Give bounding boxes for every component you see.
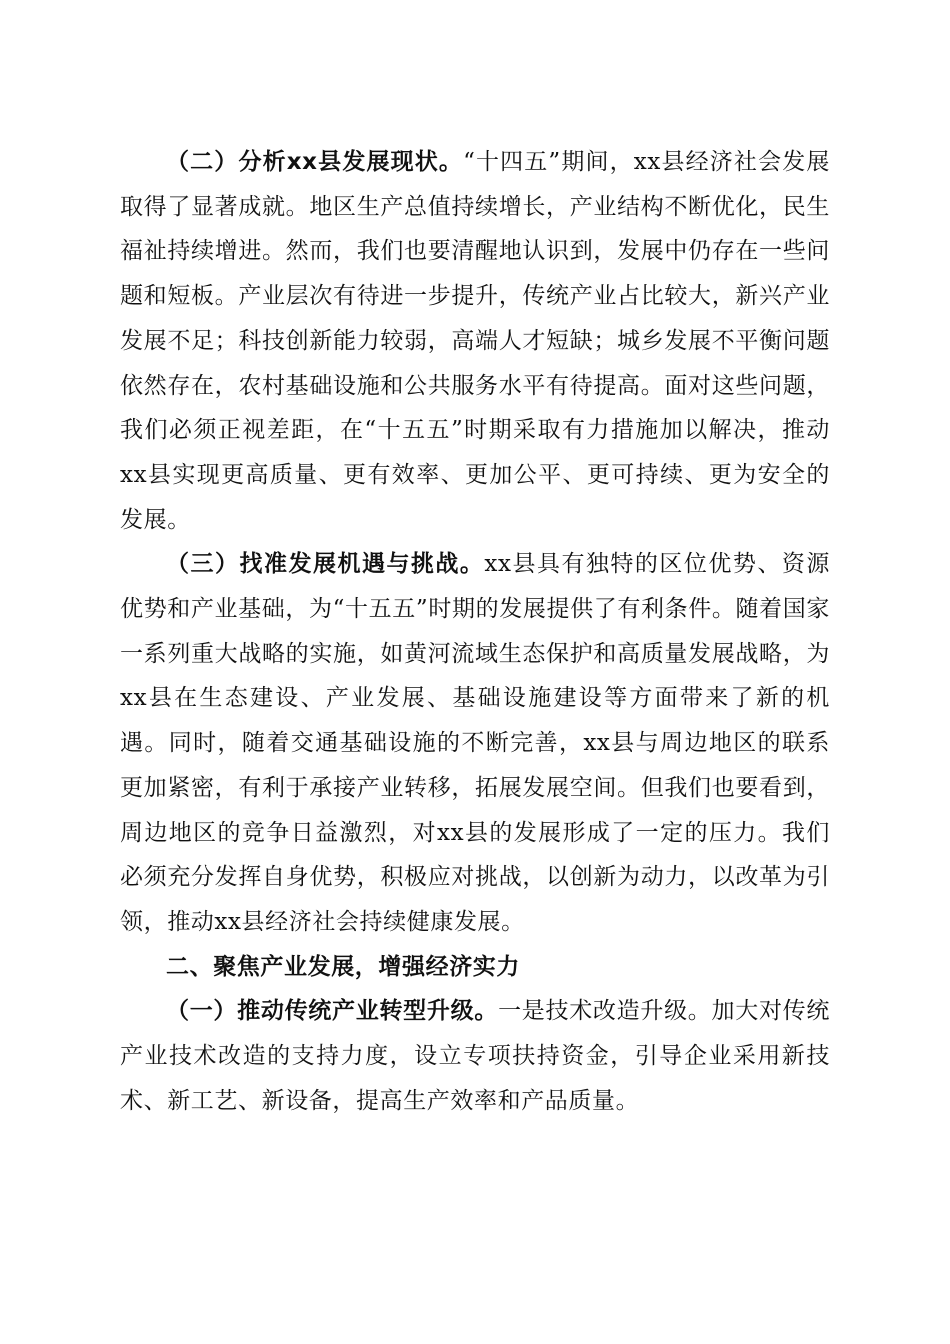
- paragraph-analysis: [120, 140, 830, 542]
- section-heading: 二、聚焦产业发展，增强经济实力: [166, 953, 520, 980]
- paragraph-lead: （二）分析xx县发展现状。: [166, 149, 464, 175]
- paragraph-industry-upgrade: [120, 989, 830, 1123]
- paragraph-lead: （一）推动传统产业转型升级。: [166, 998, 499, 1025]
- paragraph-text: xx县具有独特的区位优势、资源优势和产业基础，为“十五五”时期的发展提供了有利条件。随着国家一系列重大战略的实施，如黄河流域生态保护和高质量发展战略，为xx县在生态建设、产业发展、基础设施建设等方面带来了新的机遇。同时，随着交通基础设施的不断完善，xx县与周边地区的联系更加紧密，有利于承接产业转移，拓展发展空间。但我们也要看到，周边地区的竞争日益激烈，对xx县的发展形成了一定的压力。我们必须充分发挥自身优势，积极应对挑战，以创新为动力，以改革为引领，推动xx县经济社会持续健康发展。: [120, 551, 830, 935]
- paragraph-lead: （三）找准发展机遇与挑战。: [166, 551, 485, 578]
- paragraph-text: “十四五”期间，xx县经济社会发展取得了显著成就。地区生产总值持续增长，产业结构不断优化，民生福祉持续增进。然而，我们也要清醒地认识到，发展中仍存在一些问题和短板。产业层次有待进一步提升，传统产业占比较大，新兴产业发展不足；科技创新能力较弱，高端人才短缺；城乡发展不平衡问题依然存在，农村基础设施和公共服务水平有待提高。面对这些问题，我们必须正视差距，在“十五五”时期采取有力措施加以解决，推动xx县实现更高质量、更有效率、更加公平、更可持续、更为安全的发展。: [120, 149, 830, 533]
- paragraph-opportunities: [120, 542, 830, 944]
- paragraph-text: 一是技术改造升级。加大对传统产业技术改造的支持力度，设立专项扶持资金，引导企业采用新技术、新工艺、新设备，提高生产效率和产品质量。: [120, 998, 830, 1114]
- document-body: [120, 140, 830, 1123]
